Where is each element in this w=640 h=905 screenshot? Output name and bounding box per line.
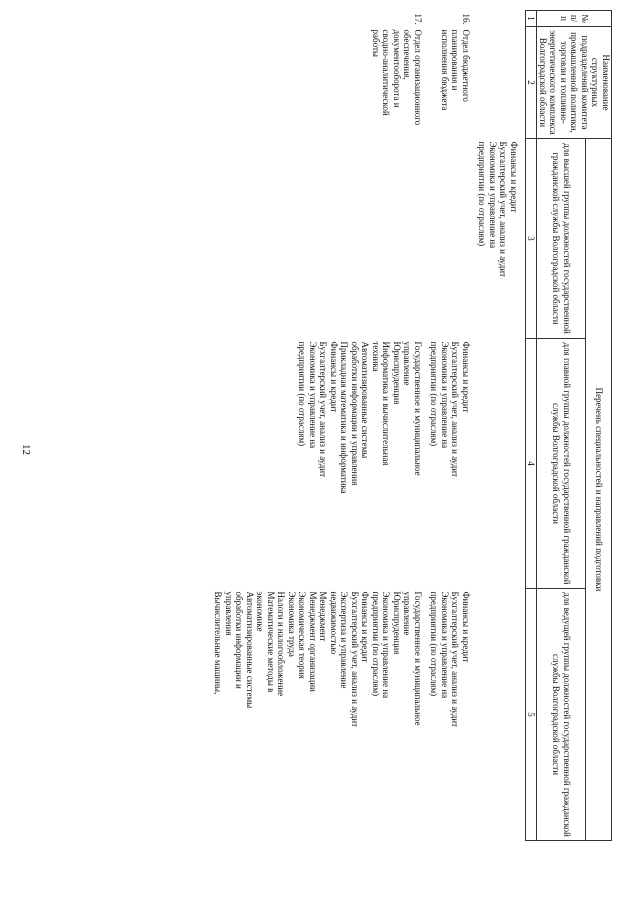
cell-main xyxy=(213,339,429,589)
header-num: № п/п xyxy=(537,11,612,27)
cell-leading xyxy=(213,589,429,841)
specialty-line: Автоматизированные системы xyxy=(245,591,255,709)
specialty-line: управление xyxy=(402,591,413,636)
header-leading-group: для ведущей группы должностей государственной гражданской службы Волгоградской области xyxy=(537,589,586,841)
specialty-line: обработки информации и управления xyxy=(350,341,360,486)
specialty-line: экономике xyxy=(255,591,266,632)
specialty-line: Прикладная математика и информатика xyxy=(339,341,350,494)
table-row-continued xyxy=(477,11,526,841)
col-number: 3 xyxy=(526,139,538,339)
specialty-line: Бухгалтерский учет, анализ и аудит xyxy=(450,591,461,728)
header-highest-group: для высшей группы должностей государственной гражданской службы Волгоградской области xyxy=(537,139,586,339)
specialty-line: Экономика и управление на xyxy=(488,141,498,249)
specialty-line: управления xyxy=(224,591,234,636)
specialty-line: недвижимостью xyxy=(329,591,339,655)
row-number: 17. xyxy=(413,13,423,25)
table-row xyxy=(429,11,477,841)
row-number: 16. xyxy=(461,13,471,25)
specialty-line: Государственное и муниципальное xyxy=(413,341,423,476)
specialty-line: Финансы и кредит xyxy=(509,141,519,213)
specialty-line: предприятии (по отраслям) xyxy=(477,141,488,247)
specialty-line: управление xyxy=(402,341,413,386)
specialty-line: Менеджмент xyxy=(318,591,329,642)
specialty-line: Юриспруденция xyxy=(392,591,402,655)
specialty-line: Финансы и кредит xyxy=(461,591,471,663)
specialties-table xyxy=(213,10,612,841)
col-number: 1 xyxy=(526,11,538,27)
specialty-line: Информатика и вычислительная xyxy=(381,341,392,466)
specialty-line: техника xyxy=(371,341,381,372)
specialty-line: Вычислительные машины, xyxy=(213,591,224,695)
header-row xyxy=(586,11,612,841)
specialty-line: Экономика и управление на xyxy=(308,341,318,449)
specialty-line: Финансы и кредит xyxy=(329,341,339,413)
col-number: 2 xyxy=(526,27,538,139)
specialty-line: Экспертиза и управление xyxy=(339,591,350,689)
specialty-line: Государственное и муниципальное xyxy=(413,591,423,726)
specialty-line: Экономическая теория xyxy=(297,591,308,679)
specialty-line: Экономика труда xyxy=(287,591,297,657)
specialty-line: Финансы и кредит xyxy=(360,591,371,663)
specialty-line: Финансы и кредит xyxy=(461,341,471,413)
specialty-line: Налоги и налогообложение xyxy=(276,591,287,697)
specialty-line: предприятии (по отраслям) xyxy=(371,591,381,697)
specialty-line: Математические методы в xyxy=(266,591,276,693)
specialty-line: Бухгалтерский учет, анализ и аудит xyxy=(498,141,509,278)
cell-leading xyxy=(429,589,477,841)
col-number: 4 xyxy=(526,339,538,589)
specialty-line: Автоматизированные системы xyxy=(360,341,371,459)
row-division-name: Отдел организационного обеспечения, документооборота и сводно-аналитической работы xyxy=(371,29,423,126)
table-row xyxy=(213,11,429,841)
specialty-line: предприятии (по отраслям) xyxy=(429,591,440,697)
column-numbers-row xyxy=(526,11,538,841)
specialty-line: Бухгалтерский учет, анализ и аудит xyxy=(450,341,461,478)
specialty-line: предприятии (по отраслям) xyxy=(297,341,308,447)
specialty-line: Менеджмент организации xyxy=(308,591,318,692)
specialty-line: Экономика и управление на xyxy=(381,591,392,699)
header-main-group: для главной группы должностей государственной гражданской службы Волгоградской области xyxy=(537,339,586,589)
specialty-line: обработки информации и xyxy=(234,591,245,689)
specialty-line: Экономика и управление на xyxy=(440,341,450,449)
cell-highest xyxy=(429,139,477,339)
page-number: 12 xyxy=(20,444,32,455)
cell-main xyxy=(429,339,477,589)
header-list-title: Перечень специальностей и направлений подготовки xyxy=(586,139,612,841)
specialty-line: предприятии (по отраслям) xyxy=(429,341,440,447)
specialty-line: Бухгалтерский учет, анализ и аудит xyxy=(350,591,360,728)
cell-highest xyxy=(213,139,429,339)
cell-highest-continued xyxy=(477,139,526,339)
row-division-name: Отдел бюджетного планирования и исполнения бюджета xyxy=(440,29,471,111)
col-number: 5 xyxy=(526,589,538,841)
header-division: Наименование структурных подразделений комитета промышленной политики, торговли и топливно-энергетического комплекса Волгоградской области xyxy=(537,27,612,139)
specialty-line: Бухгалтерский учет, анализ и аудит xyxy=(318,341,329,478)
rotated-table-page xyxy=(52,10,612,840)
specialty-line: Экономика и управление на xyxy=(440,591,450,699)
specialty-line: Юриспруденция xyxy=(392,341,402,405)
